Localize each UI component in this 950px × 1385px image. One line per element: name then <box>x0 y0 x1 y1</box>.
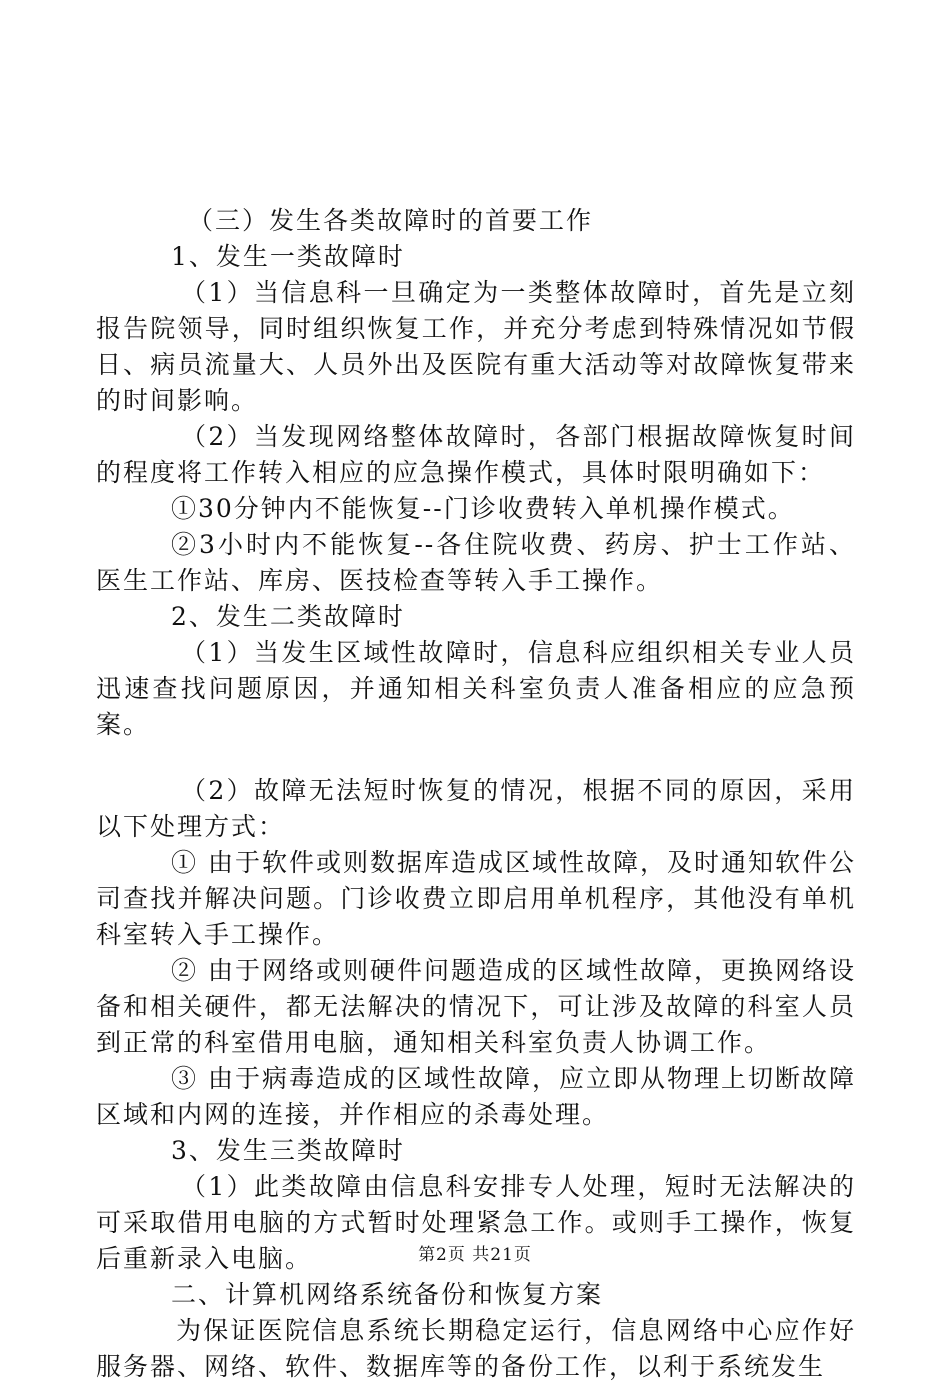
section-heading: （三）发生各类故障时的首要工作 <box>188 206 594 235</box>
document-body <box>96 203 856 1385</box>
list-item: ②3小时内不能恢复--各住院收费、药房、护士工作站、医生工作站、库房、医技检查等转入手工操作。 <box>96 530 856 595</box>
paragraph: （2）故障无法短时恢复的情况，根据不同的原因，采用以下处理方式： <box>96 776 856 841</box>
subsection-heading: 2、发生二类故障时 <box>171 602 405 631</box>
section-heading: 二、计算机网络系统备份和恢复方案 <box>171 1280 604 1309</box>
subsection-heading: 1、发生一类故障时 <box>171 242 405 271</box>
list-item: ② 由于网络或则硬件问题造成的区域性故障，更换网络设备和相关硬件，都无法解决的情况下，可让涉及故障的科室人员到正常的科室借用电脑，通知相关科室负责人协调工作。 <box>96 956 856 1057</box>
subsection-heading: 3、发生三类故障时 <box>171 1136 405 1165</box>
page-footer: 第2页 共21页 <box>418 1245 532 1265</box>
paragraph: 为保证医院信息系统长期稳定运行，信息网络中心应作好服务器、网络、软件、数据库等的备份工作，以利于系统发生 <box>96 1316 856 1381</box>
paragraph: （1）此类故障由信息科安排专人处理，短时无法解决的可采取借用电脑的方式暂时处理紧急工作。或则手工操作，恢复后重新录入电脑。 <box>96 1172 856 1273</box>
paragraph: （1）当发生区域性故障时，信息科应组织相关专业人员迅速查找问题原因，并通知相关科室负责人准备相应的应急预案。 <box>96 638 856 739</box>
list-item: ③ 由于病毒造成的区域性故障，应立即从物理上切断故障区域和内网的连接，并作相应的杀毒处理。 <box>96 1064 856 1129</box>
list-item: ①30分钟内不能恢复--门诊收费转入单机操作模式。 <box>171 494 795 523</box>
paragraph: （1）当信息科一旦确定为一类整体故障时，首先是立刻报告院领导，同时组织恢复工作，并充分考虑到特殊情况如节假日、病员流量大、人员外出及医院有重大活动等对故障恢复带来的时间影响。 <box>96 278 856 415</box>
paragraph: （2）当发现网络整体故障时，各部门根据故障恢复时间的程度将工作转入相应的应急操作模式，具体时限明确如下： <box>96 422 856 487</box>
list-item: ① 由于软件或则数据库造成区域性故障，及时通知软件公司查找并解决问题。门诊收费立即启用单机程序，其他没有单机科室转入手工操作。 <box>96 848 856 949</box>
